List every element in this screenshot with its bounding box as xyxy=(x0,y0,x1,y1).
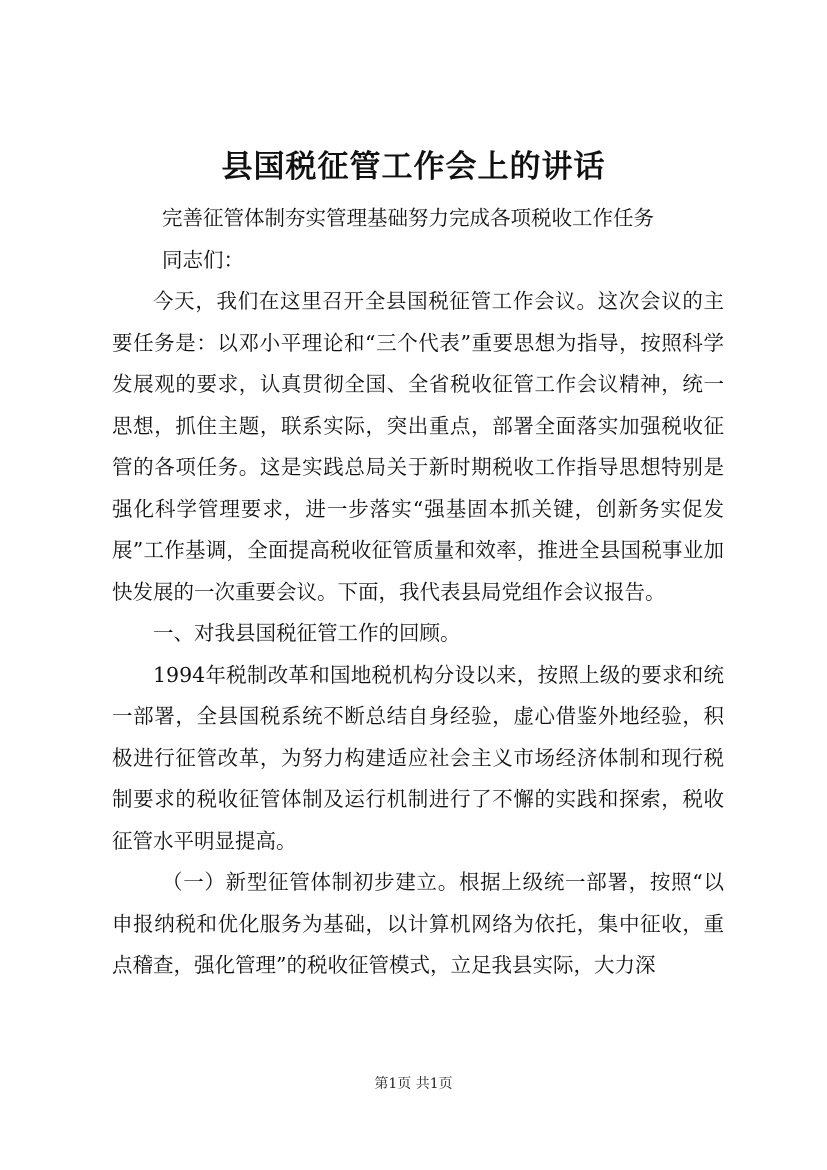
body-paragraph: 1994年税制改革和国地税机构分设以来，按照上级的要求和统一部署，全县国税系统不断总结自身经验，虚心借鉴外地经验，积极进行征管改革，为努力构建适应社会主义市场经济体制和现行税制要求的税收征管体制及运行机制进行了不懈的实践和探索，税收征管水平明显提高。 xyxy=(112,662,724,853)
document-title: 县国税征管工作会上的讲话 xyxy=(221,149,606,185)
subtitle-paragraph: 完善征管体制夯实管理基础努力完成各项税收工作任务 xyxy=(162,206,654,230)
salutation-paragraph: 同志们： xyxy=(162,247,244,272)
page-footer: 第1页 共1页 xyxy=(374,1076,453,1092)
document-body xyxy=(112,198,724,987)
body-paragraph: 今天，我们在这里召开全县国税征管工作会议。这次会议的主要任务是：以邓小平理论和“三个代表”重要思想为指导，按照科学发展观的要求，认真贯彻全国、全省税收征管工作会议精神，统一思想，抓住主题，联系实际，突出重点，部署全面落实加强税收征管的各项任务。这是实践总局关于新时期税收工作指导思想特别是强化科学管理要求，进一步落实“强基固本抓关键，创新务实促发展”工作基调，全面提高税收征管质量和效率，推进全县国税事业加快发展的一次重要会议。下面，我代表县局党组作会议报告。 xyxy=(112,289,724,604)
section-heading: 一、对我县国税征管工作的回顾。 xyxy=(153,621,461,645)
body-paragraph: （一）新型征管体制初步建立。根据上级统一部署，按照“以申报纳税和优化服务为基础，以计算机网络为依托，集中征收，重点稽查，强化管理”的税收征管模式，立足我县实际，大力深 xyxy=(112,870,724,977)
